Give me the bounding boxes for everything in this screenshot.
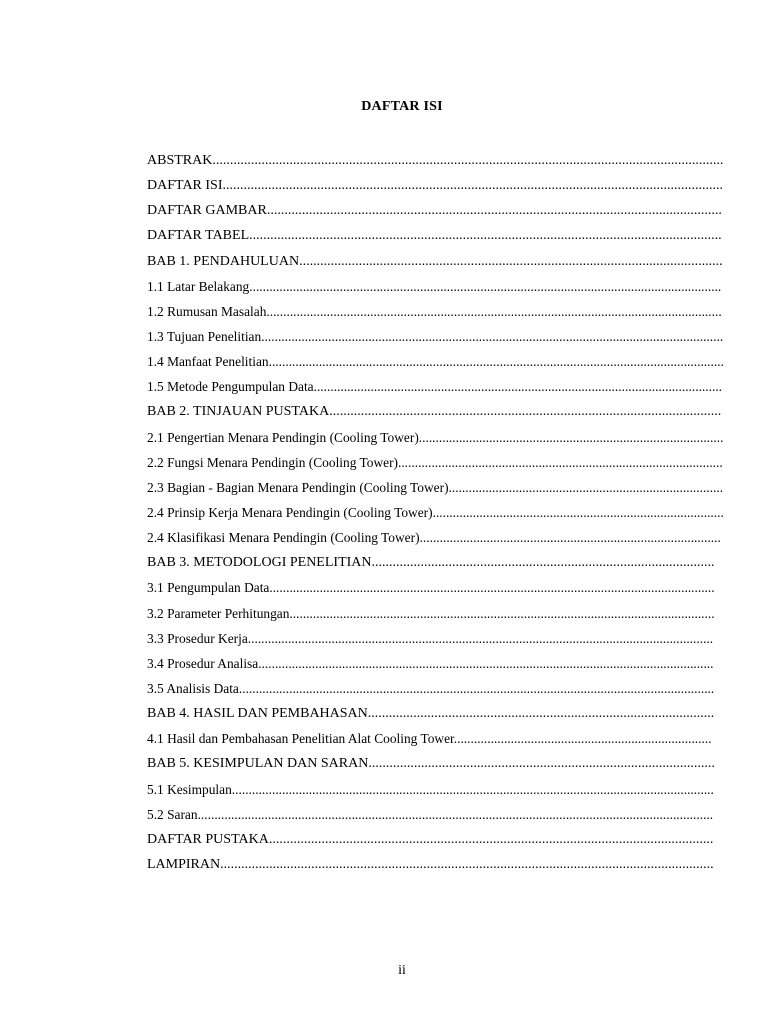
toc-entry [147, 327, 724, 352]
toc-entry [147, 302, 724, 327]
toc-entry [147, 201, 724, 226]
toc-entry [147, 352, 724, 377]
toc-entry-label: 2.4 Prinsip Kerja Menara Pendingin (Cooling Tower) [147, 504, 433, 520]
dot-leader: ......................................................................................................................... [299, 253, 723, 269]
toc-entry [147, 277, 724, 302]
toc-entry-label: BAB 3. METODOLOGI PENELITIAN [147, 555, 372, 571]
toc-entry [147, 478, 724, 503]
toc-entry [147, 226, 724, 251]
table-of-contents [147, 151, 724, 880]
toc-entry [147, 604, 724, 629]
toc-entry [147, 453, 724, 478]
dot-leader: ................................................................................................. [397, 454, 723, 470]
dot-leader: ........................................................................................................................................ [268, 354, 724, 370]
dot-leader: ................................................................................................................ [329, 404, 722, 420]
dot-leader: .......................................................................................................................................... [261, 328, 724, 344]
dot-leader: ................................................................................................................................................ [231, 781, 714, 797]
dot-leader: .................................................................................. [448, 479, 724, 495]
toc-entry [147, 654, 724, 679]
dot-leader: ............................................................................. [453, 731, 712, 747]
toc-entry [147, 528, 724, 553]
toc-entry [147, 428, 724, 453]
toc-entry-label: BAB 1. PENDAHULUAN [147, 253, 300, 269]
toc-entry [147, 830, 724, 855]
toc-entry-label: ABSTRAK [147, 153, 213, 168]
dot-leader: ..................................................................................................................................... [269, 580, 715, 596]
toc-entry-label: 2.1 Pengertian Menara Pendingin (Cooling Tower) [147, 429, 419, 445]
toc-entry [147, 176, 724, 201]
toc-entry [147, 805, 724, 830]
dot-leader: ................................................................................................... [367, 706, 715, 722]
dot-leader: ........................................................................................... [418, 429, 724, 445]
toc-entry-label: 3.1 Pengumpulan Data [147, 580, 270, 596]
dot-leader: ............................................................................................................................... [289, 605, 715, 621]
toc-entry [147, 553, 724, 578]
dot-leader: ....................................................................................... [432, 504, 724, 520]
toc-entry-label: 2.2 Fungsi Menara Pendingin (Cooling Tower) [147, 454, 398, 470]
dot-leader: .......................................................................................... [419, 530, 721, 546]
toc-entry-label: 5.2 Saran [147, 806, 198, 822]
toc-entry-label: 3.4 Prosedur Analisa [147, 655, 259, 671]
dot-leader: ........................................................................................................................................ [266, 303, 722, 319]
toc-entry-label: 4.1 Hasil dan Pembahasan Penelitian Alat Cooling Tower [147, 731, 454, 747]
toc-entry-label: 5.1 Kesimpulan [147, 781, 232, 797]
toc-entry-label: DAFTAR PUSTAKA [147, 831, 269, 847]
toc-entry [147, 629, 724, 654]
toc-entry-label: 2.4 Klasifikasi Menara Pendingin (Cooling Tower) [147, 530, 420, 546]
toc-entry [147, 252, 724, 277]
page-number: ii [398, 963, 406, 978]
toc-entry-label: 2.3 Bagian - Bagian Menara Pendingin (Cooling Tower) [147, 479, 449, 495]
toc-entry-label: 3.3 Prosedur Kerja [147, 630, 248, 646]
toc-entry-label: 1.3 Tujuan Penelitian [147, 328, 262, 344]
toc-entry-label: 1.4 Manfaat Penelitian [147, 354, 269, 370]
toc-entry-label: LAMPIRAN [147, 856, 221, 872]
dot-leader: ............................................................................................................................................. [249, 278, 722, 294]
toc-entry [147, 754, 724, 779]
toc-entry [147, 402, 724, 427]
toc-entry [147, 151, 724, 176]
dot-leader: ........................................................................................................................................... [247, 630, 714, 646]
toc-entry [147, 377, 724, 402]
toc-entry [147, 855, 724, 880]
dot-leader: .............................................................................................................................................. [238, 680, 715, 696]
toc-entry-label: BAB 5. KESIMPULAN DAN SARAN [147, 756, 369, 772]
dot-leader: .................................................................................................. [371, 555, 715, 571]
dot-leader: ............................................................................................................................... [268, 831, 714, 847]
dot-leader: .......................................................................................................................................................... [197, 806, 714, 822]
dot-leader: .................................................................................................................................................. [212, 153, 724, 168]
toc-entry-label: 1.5 Metode Pengumpulan Data [147, 379, 314, 395]
page-title: DAFTAR ISI [361, 99, 443, 114]
toc-entry [147, 578, 724, 603]
dot-leader: ........................................................................................................................................ [258, 655, 714, 671]
toc-entry-label: BAB 2. TINJAUAN PUSTAKA [147, 404, 330, 420]
toc-entry-label: DAFTAR ISI [147, 178, 223, 194]
toc-entry [147, 729, 724, 754]
dot-leader: ....................................................................................................................................... [249, 228, 722, 244]
toc-entry-label: 1.1 Latar Belakang [147, 278, 250, 294]
toc-entry [147, 780, 724, 805]
dot-leader: ............................................................................................................................................... [222, 178, 723, 194]
toc-entry [147, 679, 724, 704]
toc-entry-label: 3.5 Analisis Data [147, 680, 239, 696]
toc-entry [147, 704, 724, 729]
dot-leader: .......................................................................................................................... [313, 379, 723, 395]
toc-entry [147, 503, 724, 528]
toc-entry-label: BAB 4. HASIL DAN PEMBAHASAN [147, 706, 368, 722]
toc-entry-label: 3.2 Parameter Perhitungan [147, 605, 290, 621]
toc-entry-label: 1.2 Rumusan Masalah [147, 303, 267, 319]
toc-entry-label: DAFTAR GAMBAR [147, 203, 267, 219]
toc-entry-label: DAFTAR TABEL [147, 228, 250, 244]
dot-leader: ................................................................................................... [368, 756, 715, 772]
dot-leader: .................................................................................................................................. [266, 203, 722, 219]
dot-leader: ............................................................................................................................................. [220, 856, 714, 872]
